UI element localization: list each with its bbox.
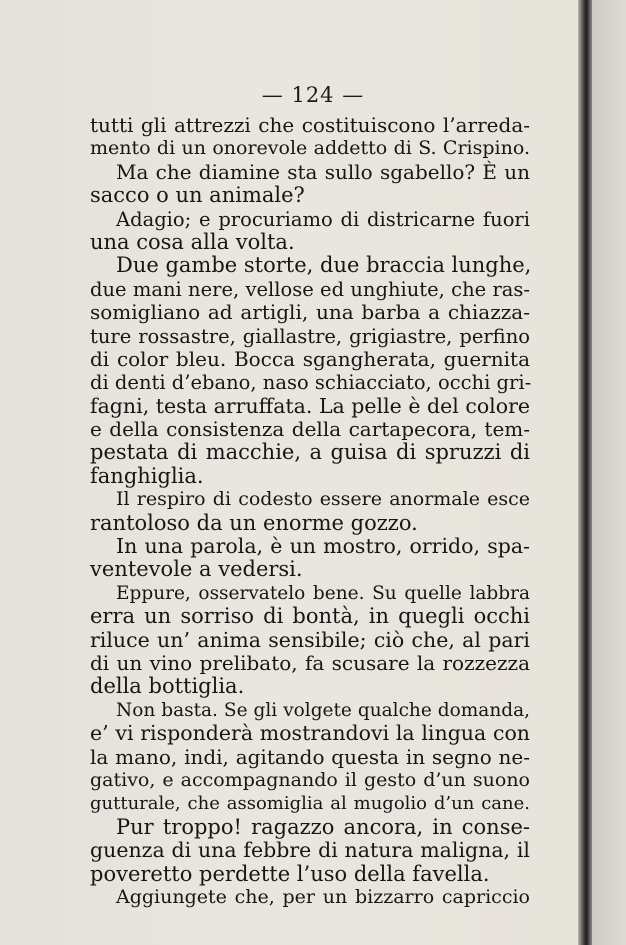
text-line: tutti gli attrezzi che costituiscono l’arreda- (90, 113, 530, 137)
facing-page-edge (592, 0, 626, 945)
text-line: la mano, indi, agitando questa in segno ne- (90, 744, 530, 769)
text-line: una cosa alla volta. (90, 229, 295, 254)
text-line: Aggiungete che, per un bizzarro capriccio (116, 885, 530, 908)
body-text (90, 114, 530, 909)
text-line: mento di un onorevole addetto di S. Crispino. (90, 137, 530, 160)
text-line: fagni, testa arruffata. La pelle è del colore (90, 393, 530, 418)
book-gutter (578, 0, 592, 945)
text-line: somigliano ad artigli, una barba a chiazza- (90, 300, 530, 325)
text-line: e della consistenza della cartapecora, tem- (90, 417, 530, 442)
text-line: di color bleu. Bocca sgangherata, guernita (90, 346, 530, 371)
text-line: rantoloso da un enorme gozzo. (90, 510, 418, 535)
text-line: Adagio; e procuriamo di districarne fuori (116, 207, 530, 231)
text-line: erra un sorriso di bontà, in quegli occhi (90, 604, 530, 629)
text-line: Due gambe storte, due braccia lunghe, (116, 253, 532, 278)
text-line: sacco o un animale? (90, 183, 305, 208)
text-line: Eppure, osservatelo bene. Su quelle labbra (116, 582, 530, 604)
text-line: poveretto perdette l’uso della favella. (90, 861, 490, 886)
text-line: In una parola, è un mostro, orrido, spa- (116, 534, 530, 559)
text-line: guenza di una febbre di natura maligna, il (90, 838, 530, 863)
text-line: fanghiglia. (90, 463, 204, 488)
text-line: e’ vi risponderà mostrandovi la lingua con (90, 721, 530, 746)
text-line: Ma che diamine sta sullo sgabello? È un (116, 159, 530, 184)
page-number: — 124 — (261, 83, 365, 107)
text-line: di denti d’ebano, naso schiacciato, occhi gri- (90, 371, 532, 395)
text-line: della bottiglia. (90, 674, 245, 699)
text-line: gativo, e accompagnando il gesto d’un suono (90, 768, 530, 791)
text-line: Il respiro di codesto essere anormale esce (116, 488, 530, 511)
text-line: di un vino prelibato, fa scusare la rozzezza (90, 650, 530, 675)
text-line: riluce un’ anima sensibile; ciò che, al pari (90, 627, 530, 652)
text-line: ventevole a vedersi. (90, 557, 303, 582)
text-line: Non basta. Se gli volgete qualche domanda, (116, 699, 530, 721)
text-line: ture rossastre, giallastre, grigiastre, perfino (90, 324, 530, 348)
text-line: Pur troppo! ragazzo ancora, in conse- (116, 814, 530, 839)
text-line: gutturale, che assomiglia al mugolio d’un cane. (90, 793, 530, 815)
text-line: due mani nere, vellose ed unghiute, che ras- (90, 277, 530, 301)
text-line: pestata di macchie, a guisa di spruzzi di (90, 440, 530, 465)
